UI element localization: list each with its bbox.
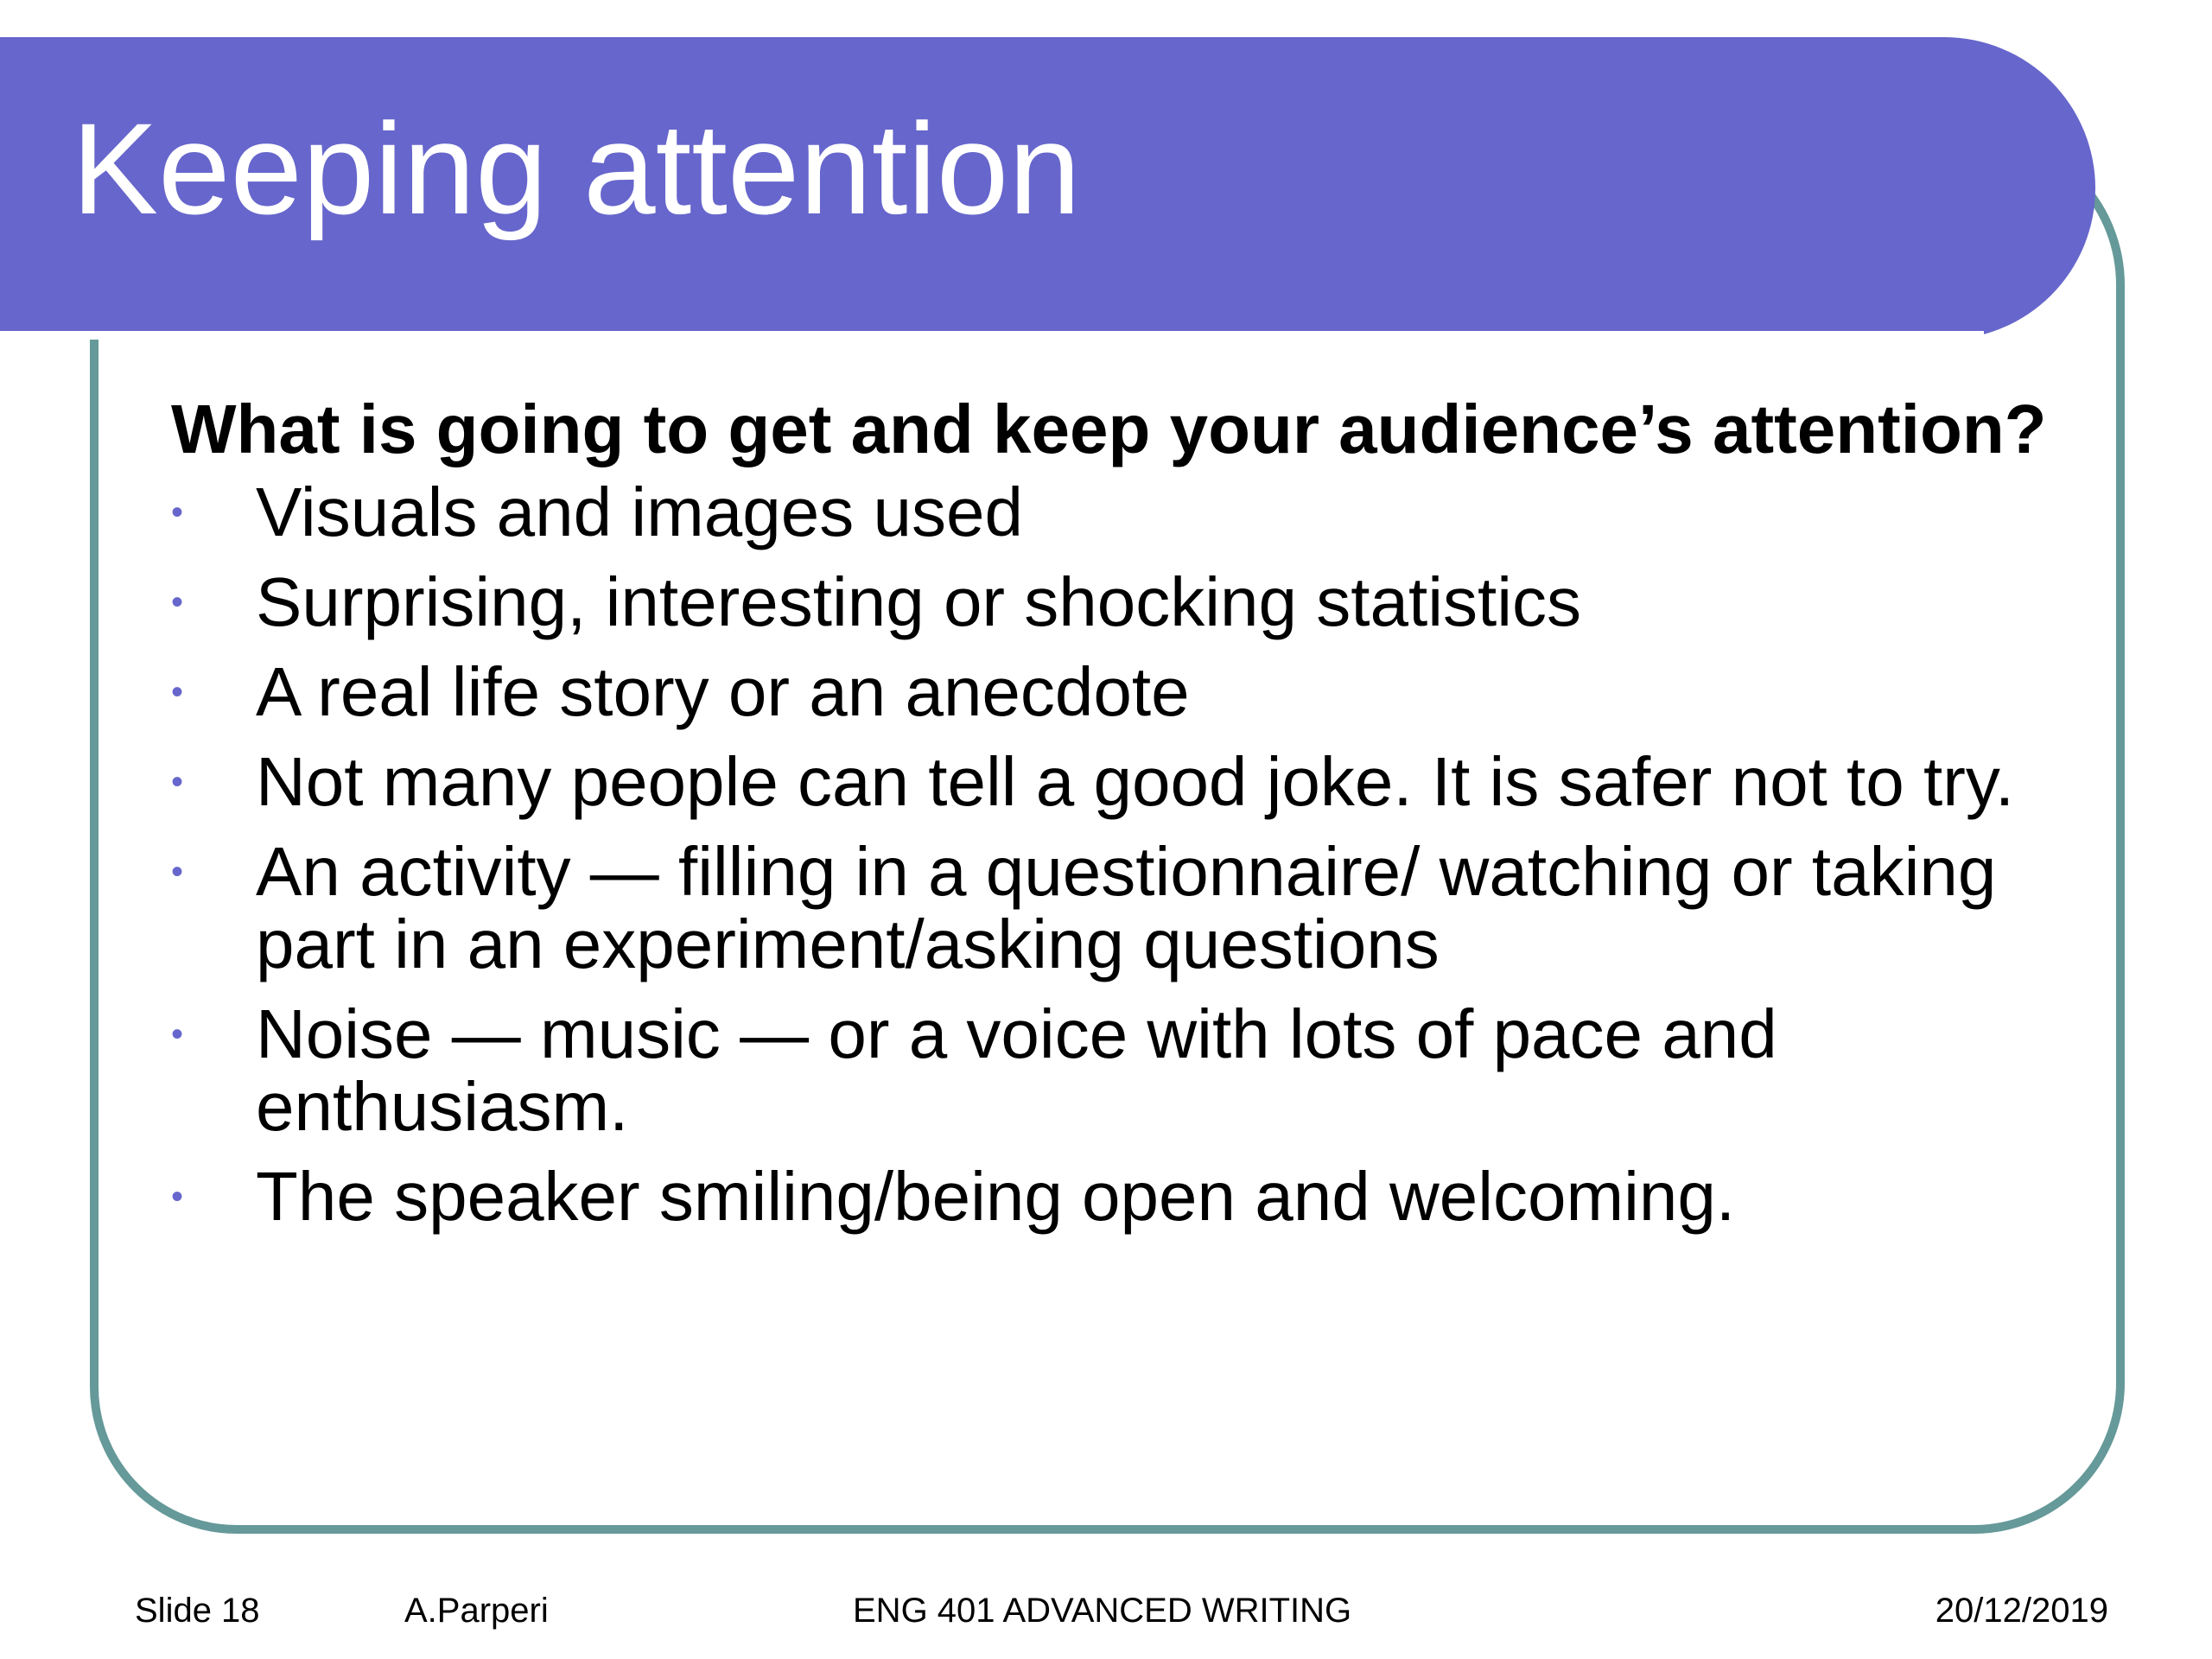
footer-slide-number: Slide 18 xyxy=(135,1592,260,1630)
bullet-text: A real life story or an anecdote xyxy=(256,653,1190,730)
lead-question: What is going to get and keep your audience’s attention? xyxy=(171,391,2047,467)
bullet-icon: • xyxy=(171,763,184,801)
title-underline xyxy=(0,331,1984,340)
bullet-text: Visuals and images used xyxy=(256,474,1023,550)
bullet-item xyxy=(171,995,2098,1145)
bullet-text: An activity — filling in a questionnaire/ watching or taking part in an experiment/asking questions xyxy=(256,833,1997,982)
bullet-icon: • xyxy=(171,1178,184,1216)
bullet-item xyxy=(171,1160,2098,1233)
bullet-text: Surprising, interesting or shocking statistics xyxy=(256,563,1581,640)
bullet-item xyxy=(171,743,2098,820)
bullet-list xyxy=(171,476,2098,1233)
bullet-text: The speaker smiling/being open and welcoming. xyxy=(256,1158,1736,1235)
footer-author: A.Parperi xyxy=(404,1592,549,1630)
slide-body xyxy=(171,393,2098,1250)
slide-title: Keeping attention xyxy=(72,96,1081,241)
bullet-icon: • xyxy=(171,853,184,891)
footer-date: 20/12/2019 xyxy=(1935,1592,2108,1630)
bullet-icon: • xyxy=(171,1015,184,1053)
bullet-icon: • xyxy=(171,583,184,621)
bullet-item xyxy=(171,563,2098,640)
footer-course-title: ENG 401 ADVANCED WRITING xyxy=(853,1592,1352,1630)
bullet-item xyxy=(171,476,2098,549)
bullet-text: Noise — music — or a voice with lots of pace and enthusiasm. xyxy=(256,995,1777,1145)
bullet-item xyxy=(171,833,2098,982)
bullet-icon: • xyxy=(171,493,184,531)
bullet-text: Not many people can tell a good joke. It is safer not to try. xyxy=(256,743,2015,820)
bullet-icon: • xyxy=(171,673,184,711)
bullet-item xyxy=(171,653,2098,730)
